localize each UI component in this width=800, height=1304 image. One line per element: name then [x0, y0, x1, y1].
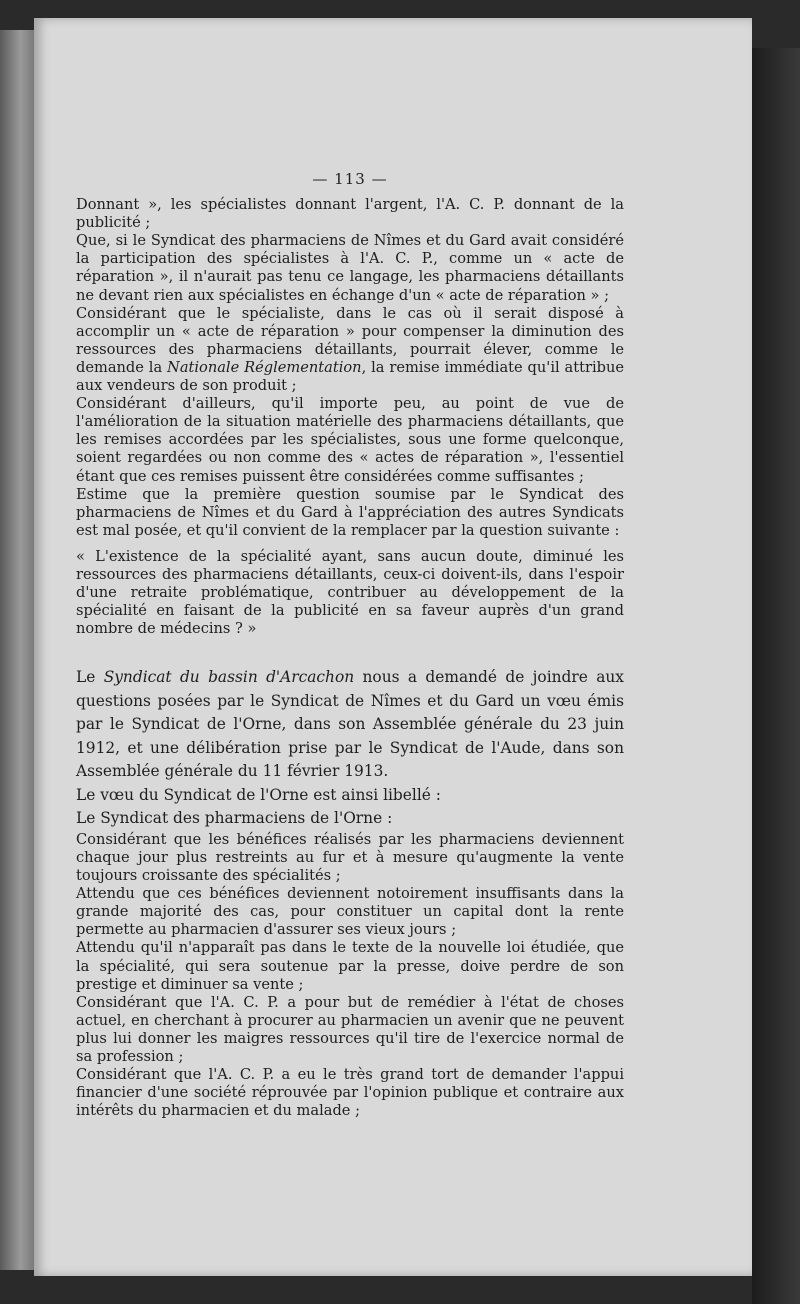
page-shadow: [752, 48, 800, 1304]
italic-title: Nationale Réglementation: [167, 358, 362, 376]
paragraph: Le Syndicat des pharmaciens de l'Orne :: [76, 809, 393, 828]
text-span: , la remise immédiate qu'il attribue aux vendeurs de son produit ;: [76, 358, 624, 395]
page-text: [76, 170, 624, 1120]
paragraph: Considérant d'ailleurs, qu'il importe peu, au point de vue de l'amélioration de la situation matérielle des pharmaciens détaillants, que les remises accordées par les spécialistes, sous une forme quelconque, soient regardées ou non comme des « actes de réparation », l'essentiel étant que ces remises puissent être considérées comme suffisantes ;: [76, 395, 624, 485]
italic-title: Syndicat du bassin d'Arcachon: [103, 668, 355, 687]
paragraph: Considérant que l'A. C. P. a eu le très grand tort de demander l'appui financier d'une société réprouvée par l'opinion publique et contraire aux intérêts du pharmacien et du malade ;: [76, 1066, 624, 1120]
paragraph: Que, si le Syndicat des pharmaciens de Nîmes et du Gard avait considéré la participation des spécialistes à l'A. C. P., comme un « acte de réparation », il n'aurait pas tenu ce langage, les pharmaciens détaillants ne devant rien aux spécialistes en échange d'un « acte de réparation » ;: [76, 232, 624, 304]
text-span: Le: [76, 668, 104, 687]
left-page-edge: [0, 30, 34, 1270]
paragraph: Estime que la première question soumise par le Syndicat des pharmaciens de Nîmes et du Gard à l'appréciation des autres Syndicats est mal posée, et qu'il convient de la remplacer par la question suivante :: [76, 485, 624, 539]
paragraph: Considérant que les bénéfices réalisés par les pharmaciens deviennent chaque jour plus restreints au fur et à mesure qu'augmente la vente toujours croissante des spécialités ;: [76, 830, 624, 885]
paragraph: [76, 666, 624, 784]
quote-paragraph: « L'existence de la spécialité ayant, sans aucun doute, diminué les ressources des pharmaciens détaillants, ceux-ci doivent-ils, dans l'espoir d'une retraite problématique, contribuer au développement de la spécialité en faisant de la publicité en sa faveur auprès d'un grand nombre de médecins ? »: [76, 547, 624, 638]
paragraph: Considérant que l'A. C. P. a pour but de remédier à l'état de choses actuel, en cherchant à procurer au pharmacien un avenir que ne peuvent plus lui donner les maigres ressources qu'il tire de l'exercice normal de sa profession ;: [76, 993, 624, 1065]
text-span: Considérant que le spécialiste, dans le cas où il serait disposé à accomplir un « acte de réparation » pour compenser la diminution des ressources des pharmaciens détaillants, pourrait élever, comme le demande la: [76, 304, 624, 376]
paragraph: [76, 305, 624, 395]
section-block: [76, 666, 624, 831]
paragraph: Le vœu du Syndicat de l'Orne est ainsi libellé :: [76, 785, 441, 804]
paragraph: Donnant », les spécialistes donnant l'argent, l'A. C. P. donnant de la publicité ;: [76, 196, 624, 232]
page-number: — 113 —: [312, 170, 388, 188]
paragraph: Attendu qu'il n'apparaît pas dans le texte de la nouvelle loi étudiée, que la spécialité, qui sera soutenue par la presse, doive perdre de son prestige et diminuer sa vente ;: [76, 939, 624, 993]
paragraph: Attendu que ces bénéfices deviennent notoirement insuffisants dans la grande majorité des cas, pour constituer un capital dont la rente permette au pharmacien d'assurer ses vieux jours ;: [76, 885, 624, 939]
text-span: nous a demandé de joindre aux questions posées par le Syndicat de Nîmes et du Gard un vœu émis par le Syndicat de l'Orne, dans son Assemblée générale du 23 juin 1912, et une délibération prise par le Syndicat de l'Aude, dans son Assemblée générale du 11 février 1913.: [76, 668, 624, 781]
